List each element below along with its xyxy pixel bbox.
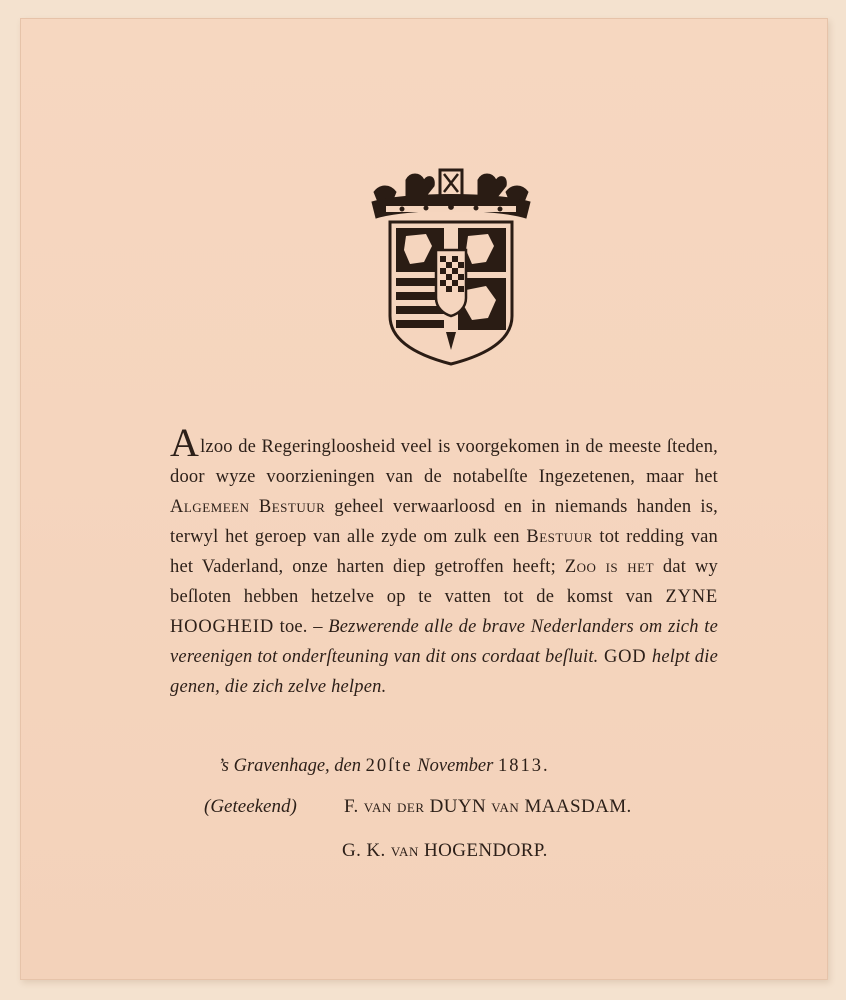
text-segment: lzoo de Regeringloosheid veel is voorgekomen in de meeste ſteden, door wyze voorzieningen van de notabelſte Ingezetenen, maar het: [170, 437, 718, 487]
text-segment: tot redding van het Vaderland, onze harten diep getroffen heeft;: [170, 527, 719, 577]
dateline-place: ’s Gravenhage, den: [218, 756, 366, 776]
text-segment: toe. –: [274, 617, 329, 637]
signed-label: (Geteekend): [204, 796, 297, 817]
text-segment-smallcaps: Zoo is het: [564, 557, 655, 577]
signer-1-name: [344, 796, 632, 817]
text-segment: geheel verwaarloosd en in niemands handen is, terwyl het geroep van alle zyde om zulk een: [170, 497, 718, 547]
text-segment-italic: Bezwerende alle de brave Nederlanders om zich te vereenigen tot onderſteuning van dit ons cordaat beſluit.: [170, 617, 719, 667]
signer-1-surname: DUYN: [424, 796, 492, 817]
document-sheet: [20, 18, 828, 980]
text-segment-italic: helpt die genen, die zich zelve helpen.: [170, 647, 718, 697]
coat-of-arms-icon: [366, 166, 536, 366]
signer-1-surname-2: MAASDAM.: [519, 796, 632, 817]
text-segment: dat wy beſloten hebben hetzelve op te vatten tot de komst van: [170, 557, 718, 607]
dateline: [218, 756, 550, 777]
signer-2-particle: van: [390, 840, 419, 861]
drop-cap: A: [170, 420, 200, 465]
signer-1-particle-2: van: [491, 796, 520, 817]
signer-2-initial: G. K.: [342, 840, 391, 861]
text-segment-smallcaps: Bestuur: [526, 527, 593, 547]
proclamation-text: [170, 420, 719, 702]
signer-1-particle: van der: [363, 796, 425, 817]
signature-line-2: [342, 840, 548, 862]
dateline-month: November: [412, 756, 498, 776]
dateline-day: 20ſte: [365, 756, 413, 776]
dateline-year: 1813.: [497, 756, 550, 776]
signature-line-1: [204, 796, 714, 818]
signer-2-surname: HOGENDORP.: [418, 840, 548, 861]
signer-2-name: [342, 840, 548, 861]
signer-1-initial: F.: [344, 796, 364, 817]
text-segment-smallcaps: Algemeen Bestuur: [170, 497, 326, 517]
text-segment-caps: ZYNE HOOGHEID: [170, 587, 718, 637]
text-segment-caps: GOD: [598, 647, 652, 667]
